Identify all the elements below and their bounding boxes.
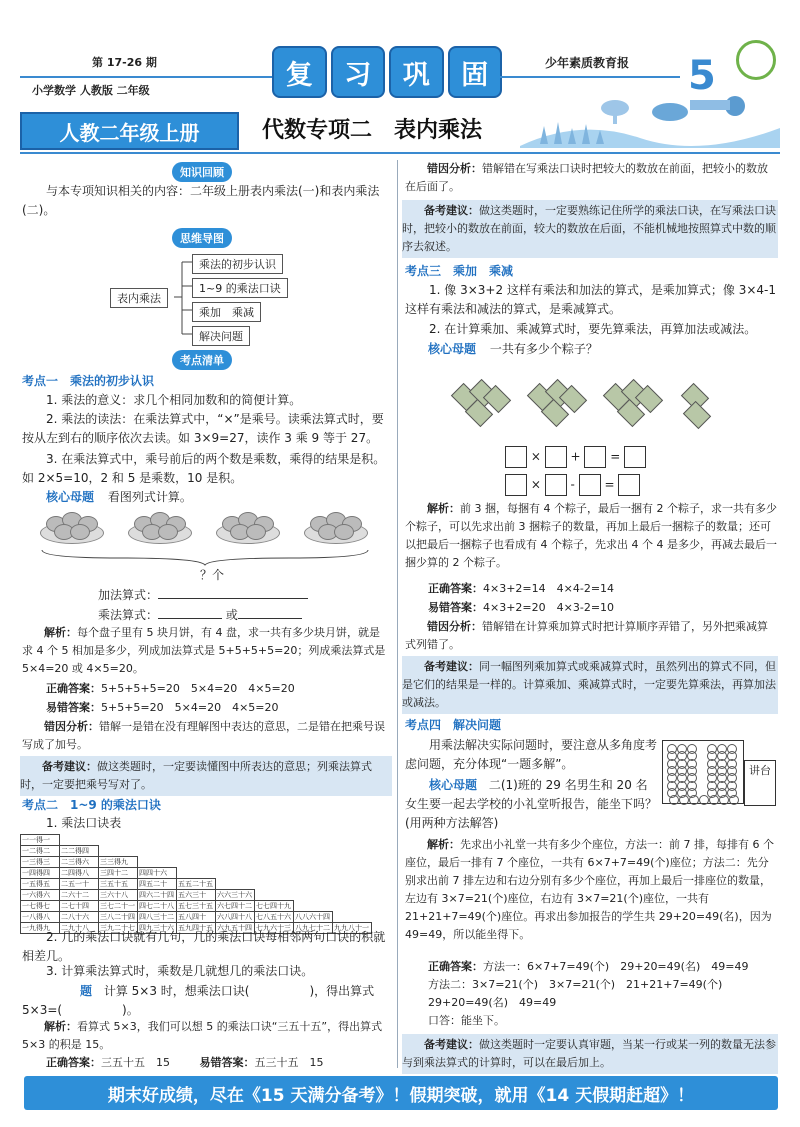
table-cell: 七七四十九: [255, 901, 294, 912]
correct-label: 正确答案：: [428, 960, 483, 973]
newspaper-logo-icon: [736, 40, 776, 80]
mind-map: [110, 250, 310, 346]
table-cell: 五六三十: [177, 890, 216, 901]
decorative-scene-icon: [520, 88, 780, 148]
header-rule-right: [500, 76, 680, 78]
topic-title: 代数专项二 表内乘法: [262, 118, 483, 143]
multiplication-label: 乘法算式：: [98, 608, 159, 622]
correct-label: 正确答案：: [46, 682, 101, 695]
table-cell: [255, 868, 294, 879]
table-cell: 六八四十八: [216, 912, 255, 923]
multiplication-line: [98, 606, 302, 625]
table-cell: 六九五十四: [216, 923, 255, 934]
table-cell: 一八得八: [21, 912, 60, 923]
footer-banner: 期末好成绩，尽在《15 天满分备考》！假期突破，就用《14 天假期赶超》！: [24, 1076, 778, 1110]
mooncake-plate-icon: [304, 508, 366, 546]
error-analysis-1: [22, 718, 390, 754]
table-cell: 三六十八: [99, 890, 138, 901]
table-cell: 七九六十三: [255, 923, 294, 934]
title-char: 固: [448, 46, 503, 98]
table-cell: [177, 857, 216, 868]
analysis-text: 每个盘子里有 5 块月饼，有 4 盘，求一共有多少块月饼，就是求 4 个 5 相加是多少，列成加法算式是 5+5+5+5=20；列成乘法算式是 5×4=20 或 4×5=20。: [22, 626, 386, 675]
table-row: [21, 846, 372, 857]
wrong-text: 4×3+2=20 4×3-2=10: [483, 601, 615, 614]
table-cell: 一二得二: [21, 846, 60, 857]
table-row: [21, 835, 372, 846]
analysis-label: 解析：: [44, 1020, 77, 1033]
kp1-terms: 3. 在乘法算式中，乘号前后的两个数是乘数，乘得的结果是积。如 2×5=10，2 和 5 是乘数，10 是积。: [22, 452, 386, 485]
table-cell: [333, 868, 372, 879]
addition-line: [98, 586, 308, 605]
seating-diagram: [662, 740, 744, 804]
review-tag: [172, 162, 232, 182]
table-cell: [216, 846, 255, 857]
table-cell: 四九三十六: [138, 923, 177, 934]
wrong-label: 易错答案：: [46, 701, 101, 714]
seat-icon: [719, 795, 729, 805]
analysis-2: [22, 1018, 390, 1054]
analysis-text: 前 3 捆，每捆有 4 个粽子，最后一捆有 2 个粽子，求一共有多少个粽子，可以先求出前 3 捆粽子的数量，再加上最后一捆粽子的数量；还可以把最后一捆粽子也看成有 4 个粽子，先求出 4 个 4 是多少，再减去最后一捆少算的 2 个粽子。: [405, 502, 777, 569]
zongzi-bundle-icon: [602, 362, 660, 432]
table-cell: 九九八十一: [333, 923, 372, 934]
column-divider: [397, 160, 398, 1068]
answer-box[interactable]: [618, 474, 640, 496]
question-mark-label: ？个: [200, 568, 225, 582]
table-cell: [255, 857, 294, 868]
advice-label: 备考建议：: [42, 760, 97, 773]
table-cell: 五五二十五: [177, 879, 216, 890]
mooncake-plate-icon: [40, 508, 102, 546]
core-question-1: [46, 488, 192, 507]
table-cell: 二七十四: [60, 901, 99, 912]
mindmap-tag: [172, 228, 232, 248]
kp3-order: 2. 在计算乘加、乘减算式时，要先算乘法，再算加法或减法。: [429, 322, 757, 336]
error-label: 错因分析：: [427, 620, 482, 633]
core-label: 核心母题: [428, 342, 477, 356]
table-cell: 三四十二: [99, 868, 138, 879]
table-cell: 八九七十二: [294, 923, 333, 934]
seat-icon: [689, 795, 699, 805]
wrong-label: 易错答案：: [199, 1056, 255, 1069]
operator: =: [604, 477, 615, 492]
mindmap-brace-icon: [172, 250, 192, 346]
table-cell: [216, 868, 255, 879]
zongzi-bundle-icon: [526, 362, 584, 432]
correct-answer-4: [428, 958, 778, 1030]
mooncake-plate-icon: [128, 508, 190, 546]
grade-banner: 人教二年级上册: [20, 112, 239, 150]
correct-text: 29+20=49(名) 49=49: [428, 996, 557, 1009]
table-cell: [216, 835, 255, 846]
mindmap-item: 解决问题: [192, 326, 250, 346]
table-cell: [138, 857, 177, 868]
advice-label: 备考建议：: [424, 204, 479, 217]
table-cell: 三八二十四: [99, 912, 138, 923]
analysis-text: 看算式 5×3，我们可以想 5 的乘法口诀“三五十五”，得出算式 5×3 的积是 15。: [22, 1020, 383, 1051]
checklist-tag-label: 考点清单: [172, 350, 232, 370]
core-question-text: 看图列式计算。: [107, 490, 192, 504]
table-cell: [333, 835, 372, 846]
mindmap-item: 乘加 乘减: [192, 302, 261, 322]
answer-box[interactable]: [505, 474, 527, 496]
table-cell: 二八十六: [60, 912, 99, 923]
analysis-4: [405, 836, 777, 944]
error-label: 错因分析：: [427, 162, 482, 175]
mooncake-plate-icon: [216, 508, 278, 546]
table-cell: 一九得九: [21, 923, 60, 934]
advice-label: 备考建议：: [424, 1038, 479, 1051]
table-cell: [99, 846, 138, 857]
table-cell: 八八六十四: [294, 912, 333, 923]
table-cell: 一六得六: [21, 890, 60, 901]
table-cell: [333, 901, 372, 912]
operator: ×: [530, 449, 541, 464]
kp4-tip: 用乘法解决实际问题时，要注意从多角度考虑问题，充分体现“一题多解”。: [405, 738, 658, 771]
kp2-rule: 2. 几的乘法口诀就有几句，几的乘法口诀每相邻两句口诀的积就相差几。: [22, 930, 386, 963]
table-cell: [255, 846, 294, 857]
wrong-answer-3: [428, 599, 614, 617]
core-question-text: 二(1)班的 29 名男生和 20 名女生要一起去学校的小礼堂听报告，能坐下吗？(用两种方法解答): [405, 778, 658, 830]
table-cell: 三五十五: [99, 879, 138, 890]
analysis-1: [22, 624, 390, 678]
table-cell: 六六三十六: [216, 890, 255, 901]
multiplication-table: [20, 834, 372, 934]
kp1-title: 考点一 乘法的初步认识: [22, 374, 155, 388]
operator: ×: [530, 477, 541, 492]
kp2-method: 3. 计算乘法算式时，乘数是几就想几的乘法口诀。: [46, 964, 314, 978]
table-cell: 二五一十: [60, 879, 99, 890]
seat-icon: [729, 795, 739, 805]
advice-3: [402, 656, 778, 714]
header-rule-left: [20, 76, 275, 78]
correct-answer-1: [46, 680, 295, 698]
error-text: 错解错在写乘法口诀时把较大的数放在前面，把较小的数放在后面了。: [405, 162, 768, 193]
correct-text: 口答：能坐下。: [428, 1014, 505, 1027]
table-cell: 四四十六: [138, 868, 177, 879]
table-cell: [255, 890, 294, 901]
error-text: 错解错在计算乘加算式时把计算顺序弄错了，另外把乘减算式列错了。: [405, 620, 768, 651]
core-question-text: 一共有多少个粽子？: [489, 342, 598, 356]
analysis-label: 解析：: [44, 626, 77, 639]
newspaper-name: 少年素质教育报: [545, 56, 630, 70]
wrong-answer-1: [46, 699, 279, 717]
kp3-title: 考点三 乘加 乘减: [405, 264, 514, 278]
title-char: 习: [331, 46, 386, 98]
analysis-label: 解析：: [427, 502, 460, 515]
table-cell: 三九二十七: [99, 923, 138, 934]
issue-number: 第 17-26 期: [92, 56, 157, 69]
table-row: [21, 879, 372, 890]
table-cell: [333, 846, 372, 857]
table-cell: 一七得七: [21, 901, 60, 912]
table-row: [21, 857, 372, 868]
table-cell: 六七四十二: [216, 901, 255, 912]
error-text: 错解一是错在没有理解图中表达的意思，二是错在把乘号误写成了加号。: [22, 720, 385, 751]
blank-row-2: [505, 474, 640, 496]
table-cell: 三七二十一: [99, 901, 138, 912]
zongzi-bundle-icon: [672, 362, 730, 432]
answer-box[interactable]: [545, 474, 567, 496]
page-number: 5: [688, 53, 716, 99]
table-cell: [294, 857, 333, 868]
zongzi-bundles: [450, 362, 730, 438]
table-cell: 二二得四: [60, 846, 99, 857]
table-cell: [333, 857, 372, 868]
table-cell: [294, 879, 333, 890]
checklist-tag: [172, 350, 232, 370]
answer-box[interactable]: [545, 446, 567, 468]
table-cell: 一三得三: [21, 857, 60, 868]
advice-4: [402, 1034, 778, 1074]
table-cell: [294, 901, 333, 912]
table-cell: [255, 835, 294, 846]
table-cell: 二六十二: [60, 890, 99, 901]
analysis-text: 先求出小礼堂一共有多少个座位，方法一：前 7 排，每排有 6 个座位，最后一排有 7 个座位，一共有 6×7+7=49(个)座位；方法二：先分别求出前 7 排左边和右边分别有多少个座位，再加上最后一排座位的数量，左边有 3×7=21(个)座位，右边有 3×7=21(个)座位，一共有 21+21+7=49(个)座位。再求出参加报告的学生共 29+20=49(名)，因为 49=49，所以能坐得下。: [405, 838, 774, 941]
wrong-text: 五三十五 15: [254, 1056, 324, 1069]
table-cell: [333, 890, 372, 901]
table-cell: [216, 879, 255, 890]
answers-2: [46, 1054, 396, 1072]
table-cell: [294, 890, 333, 901]
table-cell: 五八四十: [177, 912, 216, 923]
table-cell: [294, 846, 333, 857]
correct-text: 5+5+5+5=20 5×4=20 4×5=20: [101, 682, 295, 695]
table-cell: [60, 835, 99, 846]
table-cell: [255, 879, 294, 890]
seat-icon: [709, 795, 719, 805]
correct-answer-3: [428, 580, 614, 598]
blank-row-1: [505, 446, 646, 468]
table-cell: [177, 868, 216, 879]
table-cell: [177, 846, 216, 857]
table-cell: 七八五十六: [255, 912, 294, 923]
advice-text: 同一幅图列乘加算式或乘减算式时，虽然列出的算式不同，但是它们的结果是一样的。计算乘加、乘减算式时，一定要先算乘法，再算加法或减法。: [402, 660, 776, 709]
subject-label: 小学数学 人教版 二年级: [32, 84, 150, 97]
header-divider: [20, 152, 780, 154]
correct-text: 方法二：3×7=21(个) 3×7=21(个) 21+21+7=49(个): [428, 978, 723, 991]
kp4-title: 考点四 解决问题: [405, 718, 502, 732]
seat-icon: [679, 795, 689, 805]
answer-box[interactable]: [579, 474, 601, 496]
table-cell: 四八三十二: [138, 912, 177, 923]
table-cell: [294, 835, 333, 846]
table-cell: 四五二十: [138, 879, 177, 890]
core-label: 核心母题: [46, 490, 95, 504]
error-analysis-0: [405, 160, 777, 196]
table-cell: [333, 912, 372, 923]
core-label: 核心母题: [429, 778, 478, 792]
wrong-text: 5+5+5=20 5×4=20 4×5=20: [101, 701, 279, 714]
core-question-3: [428, 340, 598, 359]
table-cell: [138, 846, 177, 857]
answer-box[interactable]: [584, 446, 606, 468]
seat-icon: [699, 795, 709, 805]
mindmap-item: 1~9 的乘法口诀: [192, 278, 288, 298]
title-char: 复: [272, 46, 327, 98]
error-analysis-3: [405, 618, 777, 654]
table-cell: [138, 835, 177, 846]
table-cell: 二九十八: [60, 923, 99, 934]
correct-label: 正确答案：: [46, 1056, 101, 1069]
table-cell: [216, 857, 255, 868]
addition-label: 加法算式：: [98, 588, 159, 602]
multiplication-table-grid: [20, 834, 372, 934]
advice-1: [20, 756, 392, 796]
table-row: [21, 890, 372, 901]
or-label: 或: [225, 608, 238, 622]
table-cell: [177, 835, 216, 846]
core-question-2: [22, 982, 390, 1020]
brace-icon: [40, 548, 370, 566]
table-cell: 四七二十八: [138, 901, 177, 912]
title-char: 巩: [389, 46, 444, 98]
error-label: 错因分析：: [44, 720, 99, 733]
advice-text: 做这类题时，一定要读懂图中所表达的意思；列乘法算式时，一定要把乘号写对了。: [20, 760, 372, 791]
correct-label: 正确答案：: [428, 582, 483, 595]
core-question-text: 计算 5×3 时，想乘法口诀( )，得出算式 5×3=( )。: [22, 984, 375, 1017]
correct-text: 4×3+2=14 4×4-2=14: [483, 582, 615, 595]
answer-box[interactable]: [624, 446, 646, 468]
core-question-4: [405, 776, 657, 833]
review-tag-label: 知识回顾: [172, 162, 232, 182]
advice-0: [402, 200, 778, 258]
table-cell: 二三得六: [60, 857, 99, 868]
analysis-3: [405, 500, 777, 572]
table-cell: 一五得五: [21, 879, 60, 890]
mindmap-item: 乘法的初步认识: [192, 254, 283, 274]
seat-icon: [669, 795, 679, 805]
operator: +: [570, 449, 581, 464]
mindmap-root: 表内乘法: [110, 288, 168, 308]
kp1-reading: 2. 乘法的读法：在乘法算式中，“×”是乘号。读乘法算式时，要按从左到右的顺序依次去读。如 3×9=27，读作 3 乘 9 等于 27。: [22, 412, 384, 445]
table-cell: 五七三十五: [177, 901, 216, 912]
kp2-title: 考点二 1~9 的乘法口诀: [22, 798, 161, 812]
operator: -: [570, 477, 575, 492]
analysis-label: 解析：: [427, 838, 460, 851]
table-cell: 四六二十四: [138, 890, 177, 901]
correct-text: 方法一：6×7+7=49(个) 29+20=49(名) 49=49: [483, 960, 749, 973]
advice-text: 做这类题时一定要认真审题，当某一行或某一列的数量无法参与到乘法算式的计算时，可以在最后加上。: [402, 1038, 776, 1069]
kp3-definition: 1. 像 3×3+2 这样有乘法和加法的算式，是乘加算式；像 3×4-1 这样有乘法和减法的算式，是乘减算式。: [405, 283, 777, 316]
review-text: 与本专项知识相关的内容：二年级上册表内乘法(一)和表内乘法(二)。: [22, 184, 380, 217]
correct-text: 三五十五 15: [101, 1056, 170, 1069]
zongzi-bundle-icon: [450, 362, 508, 432]
core-label: 题: [80, 984, 93, 998]
table-cell: 三三得九: [99, 857, 138, 868]
answer-box[interactable]: [505, 446, 527, 468]
kp2-table-caption: 1. 乘法口诀表: [46, 816, 122, 830]
advice-label: 备考建议：: [424, 660, 479, 673]
section-title: [272, 46, 502, 98]
table-cell: 二四得八: [60, 868, 99, 879]
operator: =: [610, 449, 621, 464]
table-cell: [333, 879, 372, 890]
table-cell: 五九四十五: [177, 923, 216, 934]
table-cell: [294, 868, 333, 879]
table-row: [21, 912, 372, 923]
podium-label: 讲台: [744, 760, 776, 806]
table-cell: 一一得一: [21, 835, 60, 846]
mindmap-tag-label: 思维导图: [172, 228, 232, 248]
kp1-meaning: 1. 乘法的意义：求几个相同加数和的简便计算。: [46, 393, 302, 407]
advice-text: 做这类题时，一定要熟练记住所学的乘法口诀，在写乘法口诀时，把较小的数放在前面，较大的数放在后面，不能机械地按照算式中数的顺序去叙述。: [402, 204, 776, 253]
table-row: [21, 901, 372, 912]
wrong-label: 易错答案：: [428, 601, 483, 614]
table-cell: [99, 835, 138, 846]
table-cell: 一四得四: [21, 868, 60, 879]
table-row: [21, 868, 372, 879]
